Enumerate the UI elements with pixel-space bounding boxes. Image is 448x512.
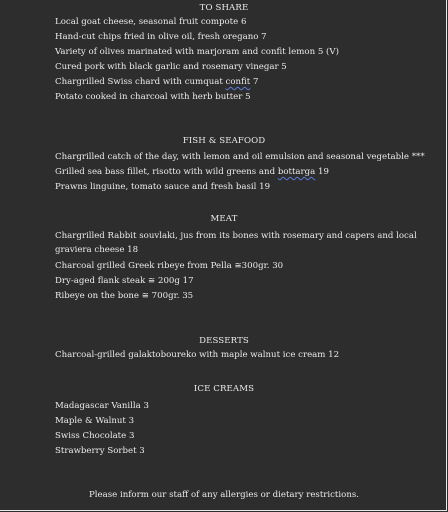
section-title-fish-seafood: FISH & SEAFOOD — [182, 136, 266, 146]
section-title-to-share: TO SHARE — [199, 3, 249, 13]
menu-item: Madagascar Vanilla 3 — [55, 401, 150, 411]
spellcheck-word: confit — [225, 77, 251, 87]
menu-item: Hand-cut chips fried in olive oil, fresh oregano 7 — [55, 32, 267, 42]
section-title-ice-creams: ICE CREAMS — [193, 384, 255, 394]
menu-item: Local goat cheese, seasonal fruit compote 6 — [55, 17, 247, 27]
menu-item: Maple & Walnut 3 — [55, 416, 135, 426]
menu-item: Strawberry Sorbet 3 — [55, 446, 145, 456]
section-title-meat: MEAT — [210, 214, 238, 224]
menu-item: Prawns linguine, tomato sauce and fresh basil 19 — [55, 182, 271, 192]
menu-item: Chargrilled catch of the day, with lemon and oil emulsion and seasonal vegetable *** — [55, 152, 425, 162]
item-price: 19 — [315, 167, 329, 177]
menu-item: Dry-aged flank steak ≅ 200g 17 — [55, 276, 194, 286]
menu-item: Charcoal-grilled galaktoboureko with maple walnut ice cream 12 — [55, 350, 340, 360]
item-text: Grilled sea bass fillet, risotto with wild greens and — [55, 167, 278, 177]
menu-item: Variety of olives marinated with marjoram and confit lemon 5 (V) — [55, 47, 339, 57]
allergy-notice: Please inform our staff of any allergies or dietary restrictions. — [89, 490, 359, 500]
spellcheck-word: bottarga — [277, 167, 316, 177]
item-text: Chargrilled Swiss chard with cumquat — [55, 77, 226, 87]
menu-item: Charcoal grilled Greek ribeye from Pella ≅300gr. 30 — [55, 261, 284, 271]
menu-item: Potato cooked in charcoal with herb butter 5 — [55, 92, 251, 102]
menu-item — [55, 166, 329, 178]
menu-item: Cured pork with black garlic and rosemary vinegar 5 — [55, 62, 287, 72]
menu-item: graviera cheese 18 — [55, 245, 139, 255]
menu-item: Ribeye on the bone ≅ 700gr. 35 — [55, 291, 194, 301]
section-title-desserts: DESSERTS — [199, 336, 249, 346]
item-price: 7 — [250, 77, 259, 87]
menu-item: Chargrilled Rabbit souvlaki, jus from its bones with rosemary and capers and local — [55, 231, 417, 241]
menu-item — [55, 76, 258, 88]
menu-item: Swiss Chocolate 3 — [55, 431, 135, 441]
